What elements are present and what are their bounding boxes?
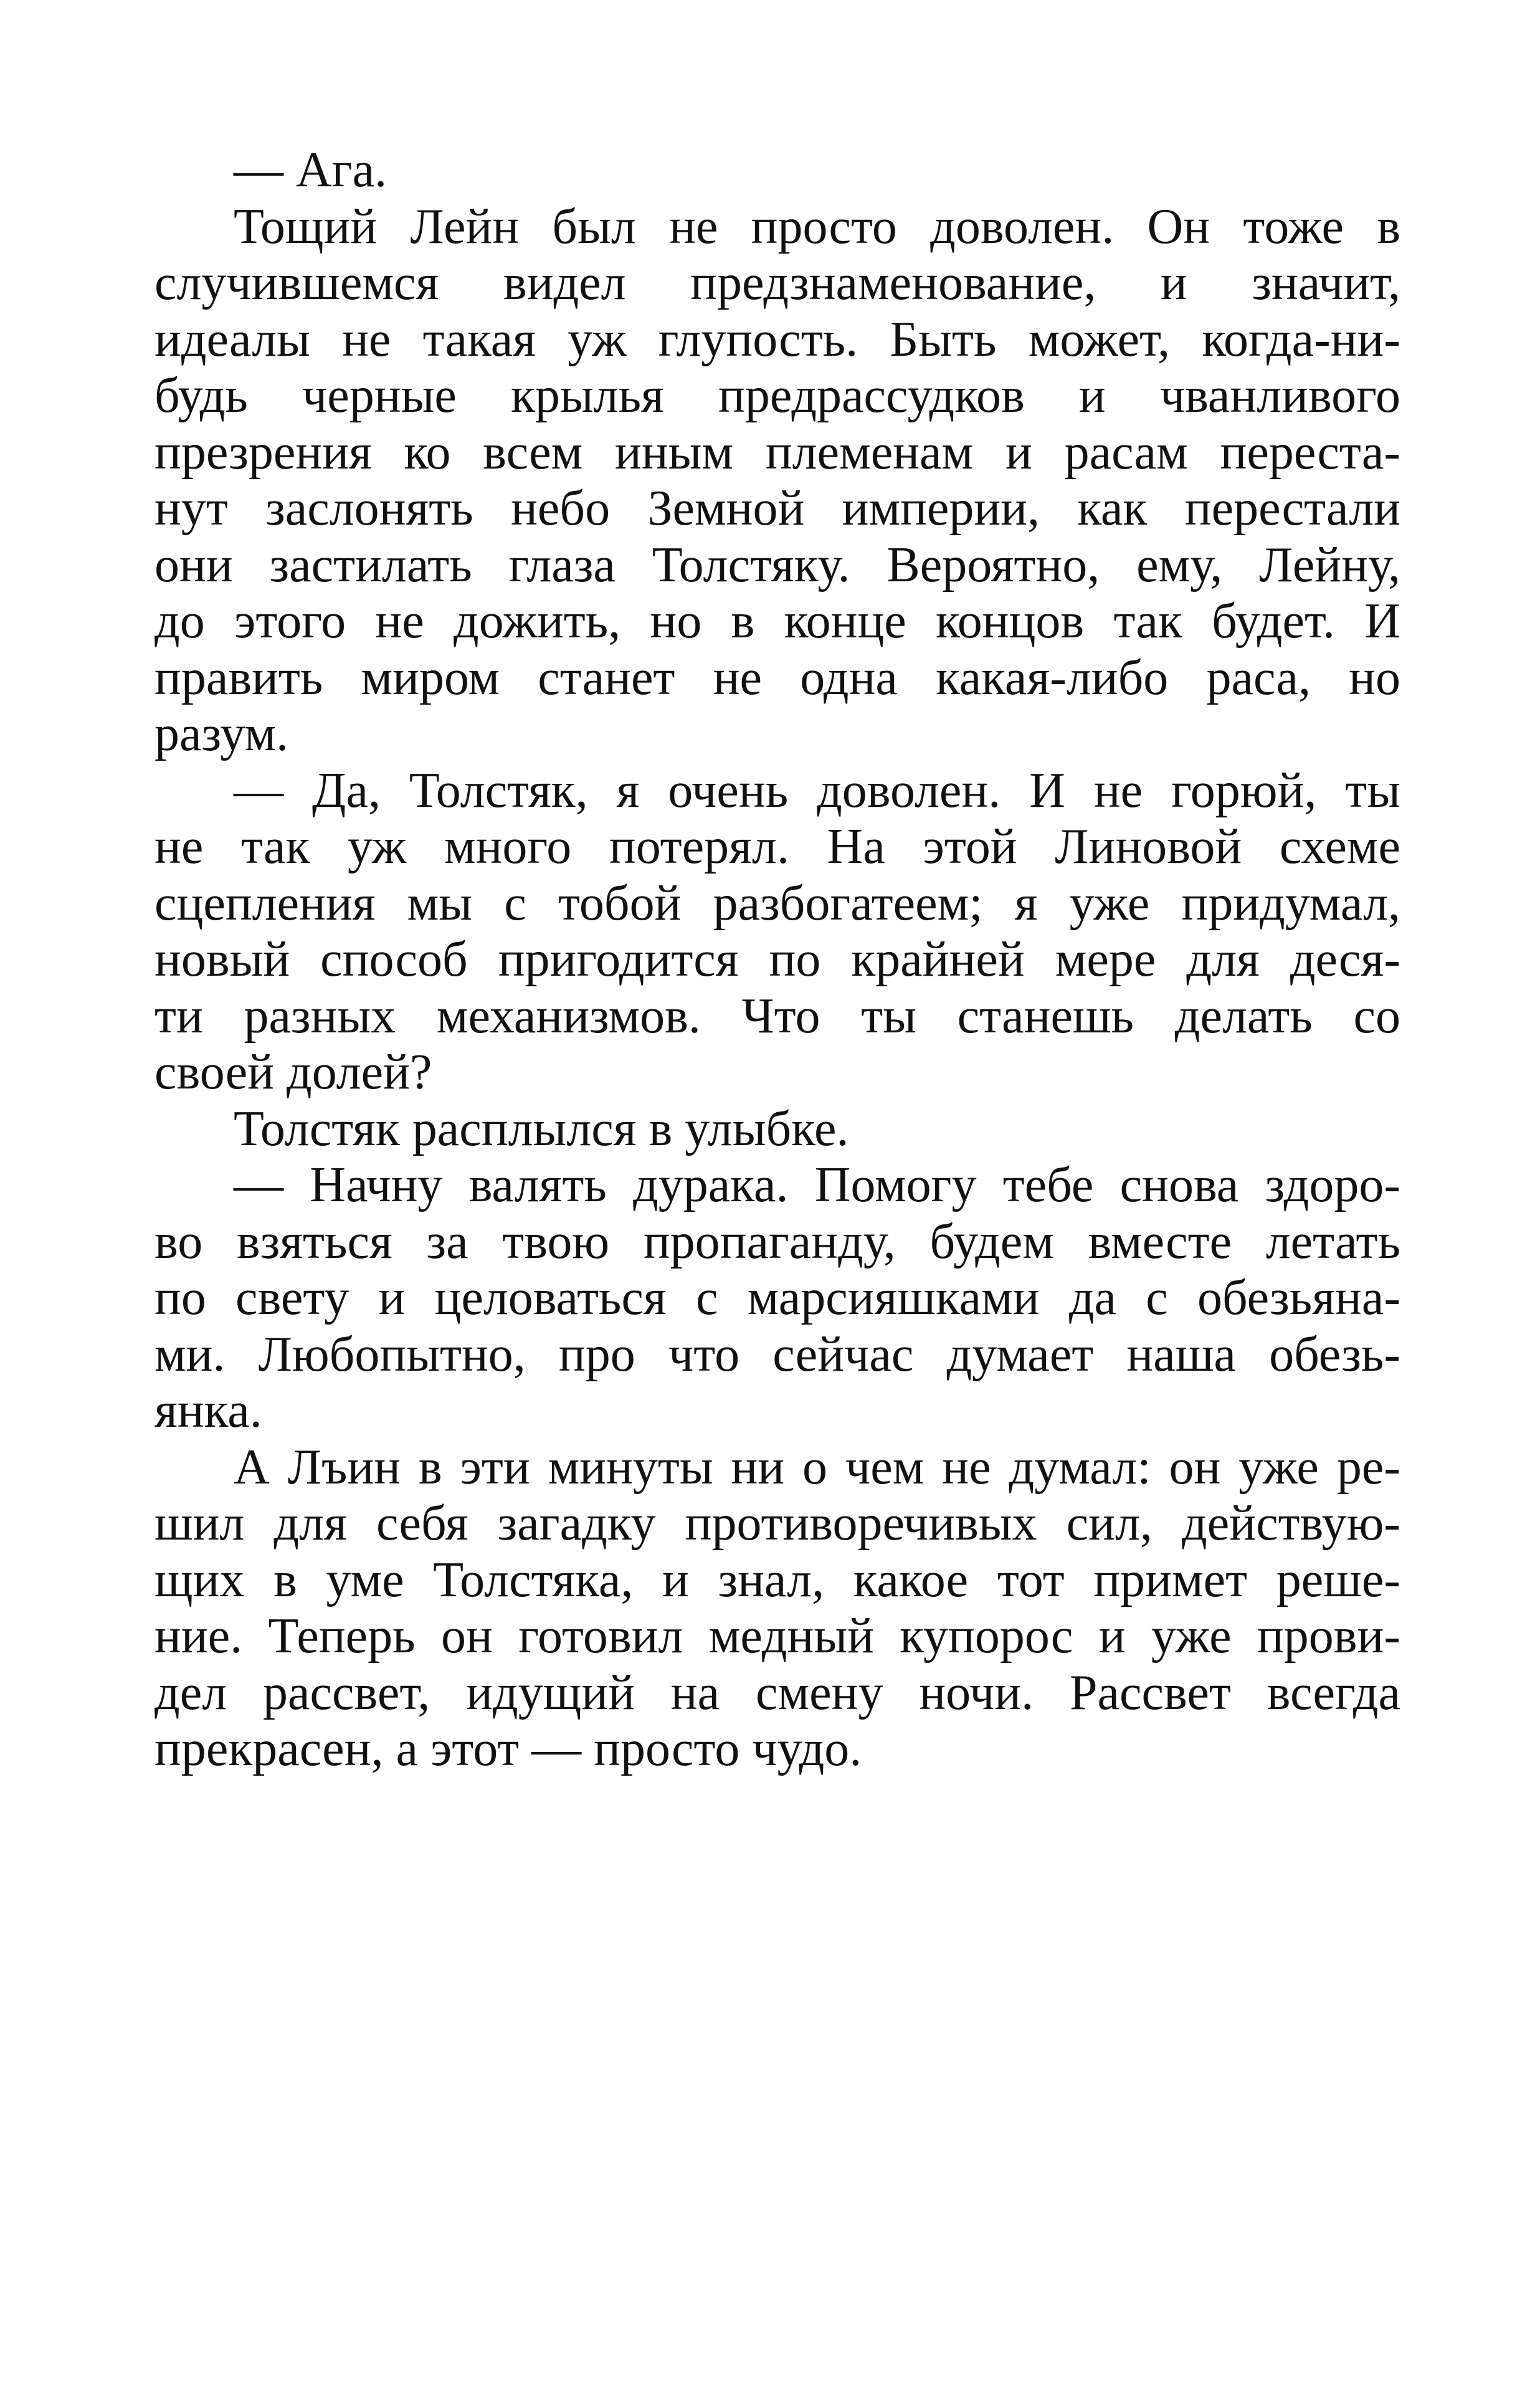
text-line: — Ага. — [234, 143, 387, 198]
text-line: новый способ пригодится по крайней мере для деся- — [154, 932, 1400, 987]
text-line: ми. Любопытно, про что сейчас думает наша обезь- — [154, 1326, 1400, 1382]
text-line: презрения ко всем иным племенам и расам переста- — [154, 424, 1400, 480]
text-line: дел рассвет, идущий на смену ночи. Рассвет всегда — [154, 1665, 1400, 1720]
text-line: — Да, Толстяк, я очень доволен. И не горюй, ты — [234, 763, 1400, 818]
page-body-text — [154, 142, 1400, 1778]
text-line: ние. Теперь он готовил медный купорос и уже прови- — [154, 1609, 1400, 1664]
text-line: разум. — [154, 707, 288, 761]
text-line: своей долей? — [154, 1045, 432, 1100]
text-line: по свету и целоваться с марсияшками да с обезьяна- — [154, 1270, 1400, 1325]
text-line: шил для себя загадку противоречивых сил, действую- — [154, 1496, 1400, 1551]
text-line: они застилать глаза Толстяку. Вероятно, ему, Лейну, — [154, 537, 1400, 593]
text-line: править миром станет не одна какая-либо раса, но — [154, 650, 1400, 705]
text-line: ти разных механизмов. Что ты станешь делать со — [154, 988, 1400, 1044]
text-line: янка. — [154, 1383, 262, 1438]
text-line: идеалы не такая уж глупость. Быть может, когда-ни- — [154, 312, 1400, 367]
text-line: А Лъин в эти минуты ни о чем не думал: он уже ре- — [234, 1439, 1400, 1495]
text-line: прекрасен, а этот — просто чудо. — [154, 1721, 862, 1776]
text-line: случившемся видел предзнаменование, и значит, — [154, 255, 1400, 310]
text-line: сцепления мы с тобой разбогатеем; я уже придумал, — [154, 875, 1400, 931]
text-line: Толстяк расплылся в улыбке. — [234, 1101, 849, 1156]
text-line: — Начну валять дурака. Помогу тебе снова здоро- — [234, 1158, 1400, 1212]
text-line: нут заслонять небо Земной империи, как перестали — [154, 481, 1400, 536]
text-line: Тощий Лейн был не просто доволен. Он тоже в — [234, 199, 1400, 254]
text-line: не так уж много потерял. На этой Линовой схеме — [154, 819, 1400, 874]
text-line: будь черные крылья предрассудков и чванливого — [154, 368, 1400, 423]
text-line: до этого не дожить, но в конце концов так будет. И — [154, 594, 1400, 649]
text-line: во взяться за твою пропаганду, будем вместе летать — [154, 1214, 1400, 1269]
text-line: щих в уме Толстяка, и знал, какое тот примет реше- — [154, 1552, 1400, 1607]
